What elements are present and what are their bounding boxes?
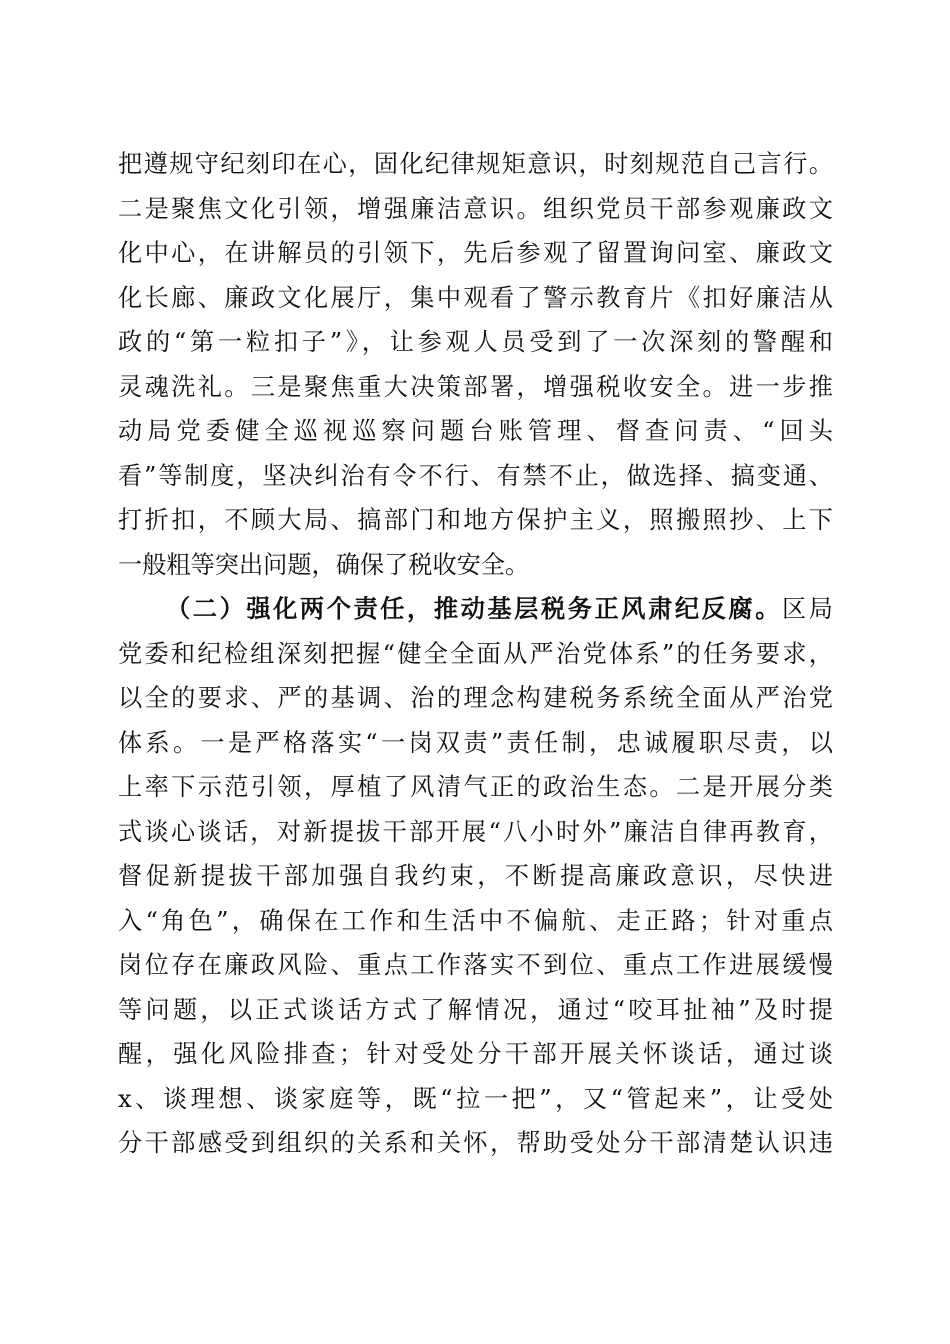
text-line: 一般粗等突出问题，确保了税收安全。 <box>118 550 530 579</box>
text-line: 化长廊、廉政文化展厅，集中观看了警示教育片《扣好廉洁从 <box>118 283 833 312</box>
text-line: 醒，强化风险排查；针对受处分干部开展关怀谈话，通过谈 <box>118 1040 833 1068</box>
text-line: 岗位存在廉政风险、重点工作落实不到位、重点工作进展缓慢 <box>118 951 833 979</box>
text-line: 体系。一是严格落实“一岗双责”责任制，忠诚履职尽责，以 <box>118 728 833 757</box>
text-line: 党委和纪检组深刻把握“健全全面从严治党体系”的任务要求， <box>118 639 833 668</box>
text-line: x、谈理想、谈家庭等，既“拉一把”，又“管起来”，让受处 <box>118 1084 833 1113</box>
text-line: 督促新提拔干部加强自我约束，不断提高廉政意识，尽快进 <box>118 862 833 890</box>
text-line: 动局党委健全巡视巡察问题台账管理、督查问责、“回头 <box>118 417 833 445</box>
body-text <box>118 142 833 1166</box>
text-line: 看”等制度，坚决纠治有令不行、有禁不止，做选择、搞变通、 <box>118 461 833 490</box>
text-line: 分干部感受到组织的关系和关怀，帮助受处分干部清楚认识违 <box>118 1129 833 1157</box>
text-line: 把遵规守纪刻印在心，固化纪律规矩意识，时刻规范自己言行。 <box>118 150 833 178</box>
text-line: 入“角色”，确保在工作和生活中不偏航、走正路；针对重点 <box>118 906 833 935</box>
section-heading: （二）强化两个责任，推动基层税务正风肃纪反腐。 <box>166 594 782 623</box>
text-line: 灵魂洗礼。三是聚焦重大决策部署，增强税收安全。进一步推 <box>118 372 833 401</box>
text-line: 政的“第一粒扣子”》，让参观人员受到了一次深刻的警醒和 <box>118 328 833 356</box>
text-line: 上率下示范引领，厚植了风清气正的政治生态。二是开展分类 <box>118 773 833 801</box>
text-line: 打折扣，不顾大局、搞部门和地方保护主义，照搬照抄、上下 <box>118 506 833 534</box>
text-line: 化中心，在讲解员的引领下，先后参观了留置询问室、廉政文 <box>118 239 833 267</box>
text-line: 二是聚焦文化引领，增强廉洁意识。组织党员干部参观廉政文 <box>118 194 833 223</box>
text-line: 等问题，以正式谈话方式了解情况，通过“咬耳扯袖”及时提 <box>118 995 833 1024</box>
section-heading-continuation: 区局 <box>782 595 833 623</box>
text-line: 以全的要求、严的基调、治的理念构建税务系统全面从严治党 <box>118 684 833 712</box>
text-line: 式谈心谈话，对新提拔干部开展“八小时外”廉洁自律再教育， <box>118 817 833 846</box>
section-heading-line <box>118 587 833 632</box>
